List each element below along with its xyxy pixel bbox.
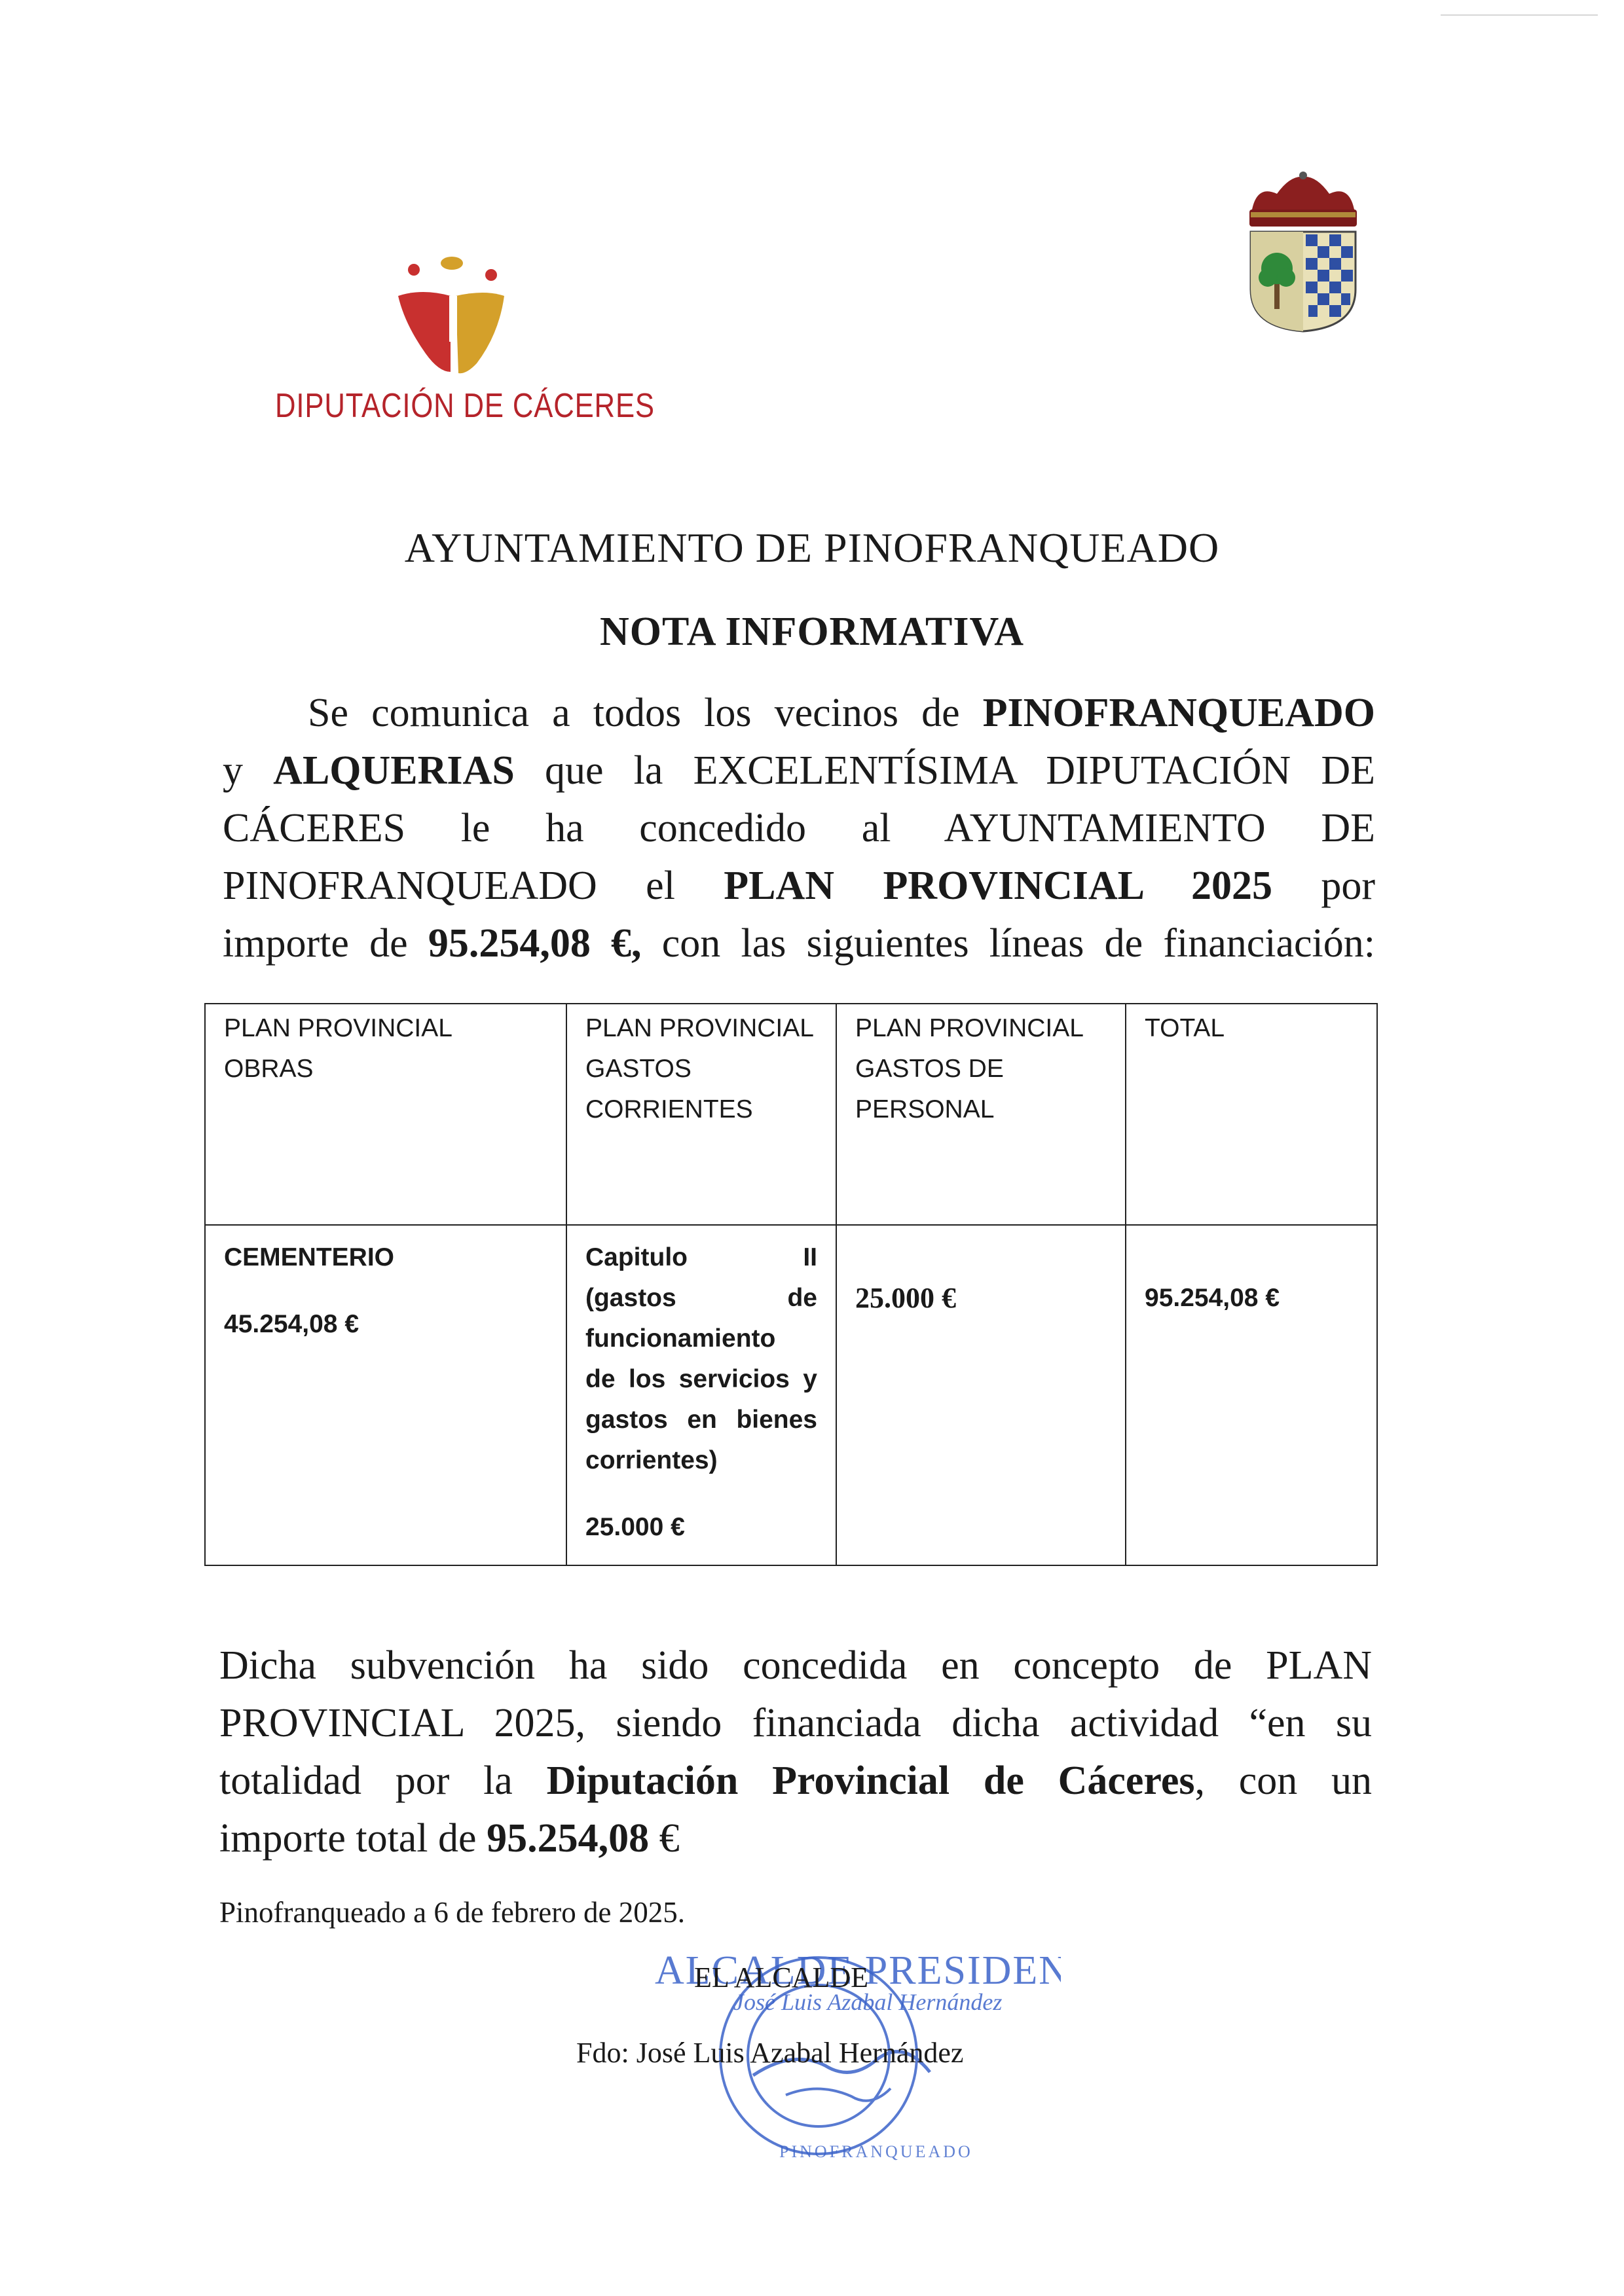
diputacion-emblem-icon bbox=[393, 255, 511, 380]
ayuntamiento-heading: AYUNTAMIENTO DE PINOFRANQUEADO bbox=[404, 524, 1220, 571]
diputacion-name: DIPUTACIÓN DE CÁCERES bbox=[275, 387, 655, 425]
intro-line-1: Se comunica a todos los vecinos de PINOFRANQUEADO bbox=[308, 691, 1375, 735]
intro-paragraph bbox=[223, 684, 1375, 972]
header-obras: PLAN PROVINCIAL OBRAS bbox=[205, 1004, 566, 1225]
cell-gastos-personal: 25.000 € bbox=[836, 1225, 1126, 1565]
table-row bbox=[205, 1225, 1377, 1565]
signature-title: EL ALCALDE bbox=[694, 1961, 868, 1994]
intro-line-4: PINOFRANQUEADO el PLAN PROVINCIAL 2025 por bbox=[223, 864, 1375, 908]
closing-paragraph bbox=[219, 1637, 1372, 1867]
closing-line-2: PROVINCIAL 2025, siendo financiada dicha actividad “en su bbox=[219, 1701, 1372, 1745]
municipal-coat-of-arms-icon bbox=[1238, 172, 1369, 335]
intro-line-2: y ALQUERIAS que la EXCELENTÍSIMA DIPUTACIÓN DE bbox=[223, 748, 1375, 793]
financing-table bbox=[204, 1003, 1378, 1566]
date-line: Pinofranqueado a 6 de febrero de 2025. bbox=[219, 1896, 685, 1929]
intro-line-3: CÁCERES le ha concedido al AYUNTAMIENTO DE bbox=[223, 806, 1375, 850]
cell-total: 95.254,08 € bbox=[1126, 1225, 1377, 1565]
svg-text:PINOFRANQUEADO: PINOFRANQUEADO bbox=[779, 2142, 973, 2161]
header-gastos-corrientes: PLAN PROVINCIAL GASTOS CORRIENTES bbox=[566, 1004, 836, 1225]
scan-edge-line bbox=[1441, 14, 1598, 16]
header-total: TOTAL bbox=[1126, 1004, 1377, 1225]
closing-line-1: Dicha subvención ha sido concedida en concepto de PLAN bbox=[219, 1643, 1372, 1688]
document-title: NOTA INFORMATIVA bbox=[599, 610, 1025, 654]
intro-line-5: importe de 95.254,08 €, con las siguientes líneas de financiación: bbox=[223, 921, 1375, 966]
signature-name: Fdo: José Luis Azabal Hernández bbox=[576, 2037, 964, 2069]
svg-text:ALCALDE PRESIDENTE: ALCALDE PRESIDEN bbox=[655, 1948, 1061, 1993]
cell-gastos-corrientes: Capitulo II (gastos de funcionamiento de los servicios y gastos en bienes corrientes) 25.000 € bbox=[566, 1225, 836, 1565]
diputacion-logo bbox=[275, 255, 655, 432]
closing-line-3: totalidad por la Diputación Provincial de Cáceres, con un bbox=[219, 1758, 1372, 1803]
closing-line-4: importe total de 95.254,08 € bbox=[219, 1816, 680, 1861]
table-header-row bbox=[205, 1004, 1377, 1225]
header-gastos-personal: PLAN PROVINCIAL GASTOS DE PERSONAL bbox=[836, 1004, 1126, 1225]
cell-obras: CEMENTERIO 45.254,08 € bbox=[205, 1225, 566, 1565]
svg-text:José Luis Azabal Hernández: José Luis Azabal Hernández bbox=[733, 1989, 1003, 2015]
